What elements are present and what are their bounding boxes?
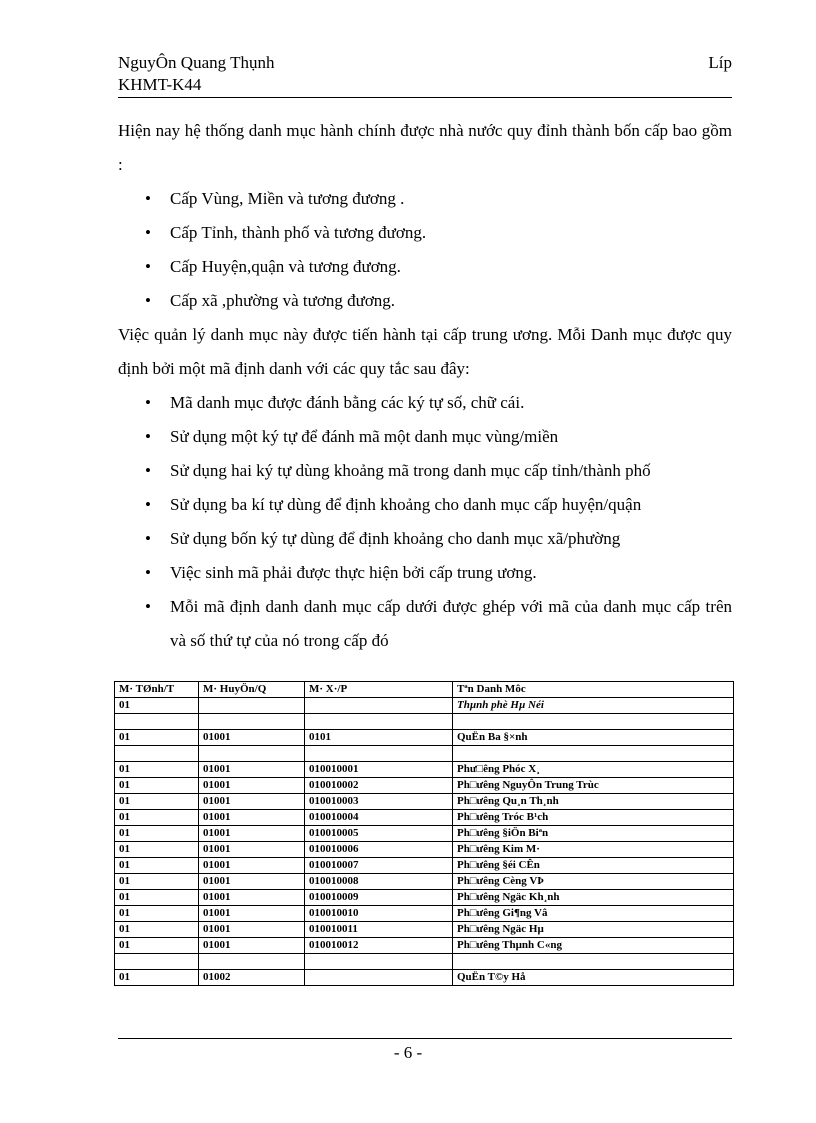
table-cell: QuËn Ba §×nh: [453, 730, 734, 746]
list-item: • Cấp Tỉnh, thành phố và tương đương.: [118, 216, 732, 250]
page-header: [118, 52, 732, 96]
table-cell: 01: [115, 826, 199, 842]
table-row: [115, 874, 734, 890]
table-cell: [305, 698, 453, 714]
list-item: • Mã danh mục được đánh bằng các ký tự số, chữ cái.: [118, 386, 732, 420]
column-header: M· TØnh/T: [115, 682, 199, 698]
table-cell: 01: [115, 874, 199, 890]
table-cell: Ph□ưêng Gi¶ng Vâ: [453, 906, 734, 922]
table-cell: 01002: [199, 970, 305, 986]
table-cell: 01: [115, 906, 199, 922]
table-cell: 01001: [199, 906, 305, 922]
table-cell: 01001: [199, 842, 305, 858]
table-cell: Ph□ưêng Qu¸n Th¸nh: [453, 794, 734, 810]
table-row: [115, 842, 734, 858]
table-cell: 010010005: [305, 826, 453, 842]
table-cell: Ph□ưêng Tróc B¹ch: [453, 810, 734, 826]
table-cell: 010010008: [305, 874, 453, 890]
table-cell: 01: [115, 762, 199, 778]
table-cell: 010010004: [305, 810, 453, 826]
table-cell: 01001: [199, 922, 305, 938]
table-header-row: [115, 682, 734, 698]
table-cell: 01001: [199, 858, 305, 874]
table-cell: 01: [115, 890, 199, 906]
table-cell: [305, 746, 453, 762]
list-item: • Sử dụng một ký tự để đánh mã một danh mục vùng/miền: [118, 420, 732, 454]
page-number: - 6 -: [393, 1043, 423, 1062]
intro-paragraph: Hiện nay hệ thống danh mục hành chính được nhà nước quy đỉnh thành bốn cấp bao gồm :: [118, 121, 732, 174]
table-cell: 01001: [199, 890, 305, 906]
table-cell: 01: [115, 698, 199, 714]
table-row: [115, 746, 734, 762]
table-row: [115, 826, 734, 842]
table-cell: [115, 746, 199, 762]
table-cell: 01001: [199, 810, 305, 826]
code-table-container: [114, 681, 733, 986]
table-cell: [305, 970, 453, 986]
table-cell: 01001: [199, 938, 305, 954]
table-row: [115, 938, 734, 954]
table-cell: [199, 714, 305, 730]
table-cell: [115, 714, 199, 730]
table-cell: 010010009: [305, 890, 453, 906]
list-item: • Sử dụng ba kí tự dùng để định khoảng cho danh mục cấp huyện/quận: [118, 488, 732, 522]
coding-rules-list: [118, 386, 732, 658]
table-cell: Ph□ưêng Thµnh C«ng: [453, 938, 734, 954]
table-row: [115, 954, 734, 970]
body-text: [118, 114, 732, 658]
table-cell: 01: [115, 922, 199, 938]
class-label: Líp: [708, 53, 732, 72]
list-item: • Việc sinh mã phải được thực hiện bởi cấp trung ương.: [118, 556, 732, 590]
code-table: [114, 681, 734, 986]
author-name: NguyÔn Quang Thụnh: [118, 53, 275, 72]
table-cell: 01001: [199, 826, 305, 842]
class-code: KHMT-K44: [118, 75, 202, 94]
footer-rule: [118, 1038, 732, 1039]
table-cell: Ph□ưêng Ngäc Kh¸nh: [453, 890, 734, 906]
table-cell: 01: [115, 970, 199, 986]
table-row: [115, 810, 734, 826]
header-rule: [118, 97, 732, 98]
table-cell: Ph□ưêng §iÖn Biªn: [453, 826, 734, 842]
table-row: [115, 906, 734, 922]
table-row: [115, 762, 734, 778]
table-cell: [199, 746, 305, 762]
table-cell: Ph□ưêng §éi CÊn: [453, 858, 734, 874]
table-row: [115, 730, 734, 746]
column-header: M· X·/P: [305, 682, 453, 698]
table-cell: QuËn T©y Hå: [453, 970, 734, 986]
table-cell: [199, 954, 305, 970]
table-cell: [453, 954, 734, 970]
table-cell: [115, 954, 199, 970]
table-cell: 010010010: [305, 906, 453, 922]
table-cell: Thµnh phè Hµ Néi: [453, 698, 734, 714]
table-row: [115, 970, 734, 986]
table-cell: [305, 714, 453, 730]
table-cell: 010010001: [305, 762, 453, 778]
table-cell: 010010011: [305, 922, 453, 938]
table-row: [115, 714, 734, 730]
list-item: • Sử dụng bốn ký tự dùng để định khoảng cho danh mục xã/phường: [118, 522, 732, 556]
table-cell: 01001: [199, 874, 305, 890]
table-cell: 01001: [199, 794, 305, 810]
table-cell: Ph□ưêng Cèng VÞ: [453, 874, 734, 890]
table-cell: [453, 714, 734, 730]
column-header: M· HuyÖn/Q: [199, 682, 305, 698]
table-cell: Ph□ưêng Ngäc Hµ: [453, 922, 734, 938]
list-item: • Cấp Vùng, Miền và tương đương .: [118, 182, 732, 216]
list-item: • Cấp Huyện,quận và tương đương.: [118, 250, 732, 284]
column-header: Tªn Danh Môc: [453, 682, 734, 698]
table-cell: 01: [115, 842, 199, 858]
table-cell: 010010007: [305, 858, 453, 874]
table-cell: 010010002: [305, 778, 453, 794]
table-cell: 010010003: [305, 794, 453, 810]
list-item: • Sử dụng hai ký tự dùng khoảng mã trong danh mục cấp tỉnh/thành phố: [118, 454, 732, 488]
table-cell: 01: [115, 810, 199, 826]
table-row: [115, 858, 734, 874]
table-cell: 01001: [199, 762, 305, 778]
table-cell: [453, 746, 734, 762]
table-cell: [305, 954, 453, 970]
table-cell: 01: [115, 938, 199, 954]
table-cell: 0101: [305, 730, 453, 746]
rules-intro-paragraph: Việc quản lý danh mục này được tiến hành tại cấp trung ương. Mỗi Danh mục được quy định bởi một mã định danh với các quy tắc sau đây:: [118, 325, 732, 378]
table-cell: Phư□êng Phóc X¸: [453, 762, 734, 778]
table-cell: 010010006: [305, 842, 453, 858]
table-row: [115, 778, 734, 794]
table-cell: Ph□ưêng Kim M·: [453, 842, 734, 858]
table-cell: 010010012: [305, 938, 453, 954]
table-cell: 01: [115, 778, 199, 794]
table-row: [115, 890, 734, 906]
table-row: [115, 698, 734, 714]
table-cell: Ph□ưêng NguyÔn Trung Trùc: [453, 778, 734, 794]
list-item: • Cấp xã ,phường và tương đương.: [118, 284, 732, 318]
table-cell: 01: [115, 794, 199, 810]
table-cell: 01: [115, 730, 199, 746]
admin-levels-list: [118, 182, 732, 318]
table-cell: 01001: [199, 778, 305, 794]
table-row: [115, 794, 734, 810]
table-cell: [199, 698, 305, 714]
table-row: [115, 922, 734, 938]
table-cell: 01001: [199, 730, 305, 746]
list-item: • Mỗi mã định danh danh mục cấp dưới được ghép với mã của danh mục cấp trên và số thứ tự của nó trong cấp đó: [118, 590, 732, 658]
table-cell: 01: [115, 858, 199, 874]
